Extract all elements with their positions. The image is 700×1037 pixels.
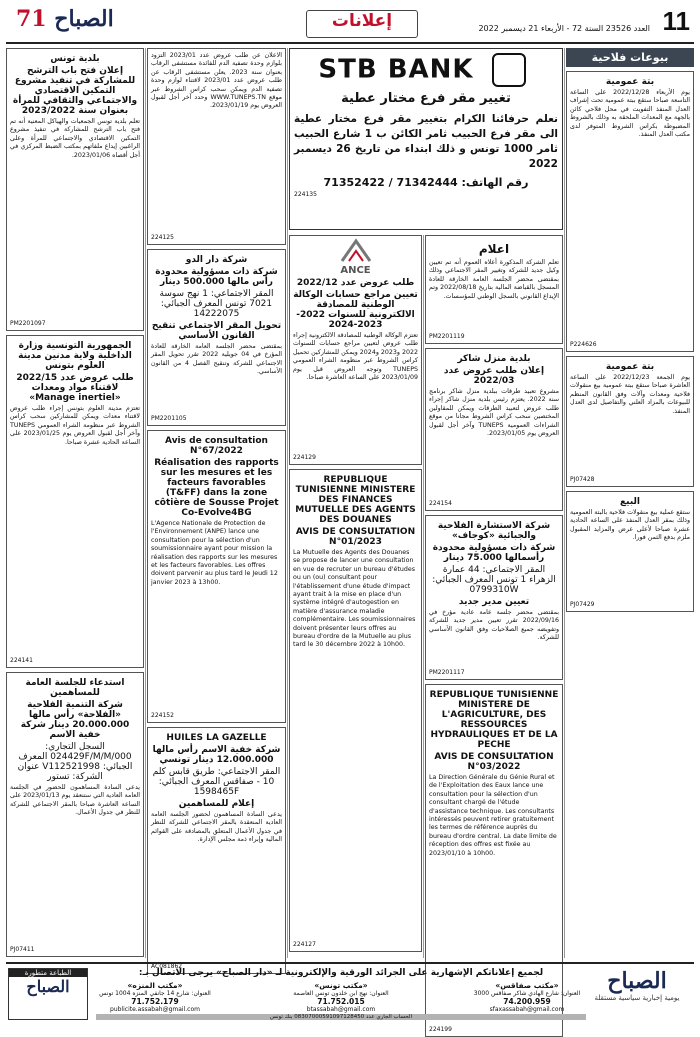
stb-brand-row <box>294 53 558 87</box>
ad-title: REPUBLIQUE TUNISIENNE MINISTERE DES FINANCES MUTUELLE DES AGENTS DES DOUANES <box>295 475 416 525</box>
ad-auction-3 <box>566 491 694 612</box>
ad-ance <box>289 235 422 465</box>
stb-phone-row <box>294 176 558 189</box>
ad-ref: PM2201117 <box>429 669 465 676</box>
ad-title: REPUBLIQUE TUNISIENNE MINISTERE DE L'AGRICULTURE, DES RESSOURCES HYDRAULIQUES ET DE LA PECHE <box>429 690 559 750</box>
ad-text: يدعى السادة المساهمون لحضور الجلسة العامة العادية المنعقدة بالمقر الاجتماعي للشركة للنظر في جدول الأعمال المتعلق بالمصادقة على القوائم المالية وإبراء ذمة مجلس الإدارة. <box>151 811 282 844</box>
footer-bank: الحساب الجاري عدد 08307000591097128450 بنك تونس <box>269 1014 413 1020</box>
issue-line: العدد 23526 السنة 72 - الأربعاء 21 ديسمبر 2022 <box>478 24 650 33</box>
ad-text: يدعى السادة المساهمون للحضور في الجلسة العامة العادية التي ستنعقد يوم 2023/01/13 على الساعة العاشرة صباحا بالمقر الاجتماعي للشركة للنظر في جدول الأعمال. <box>10 784 141 817</box>
masthead-word: الصباح <box>54 6 114 32</box>
office-phone[interactable]: 74.200.959 <box>503 997 551 1006</box>
ad-hospital-tender <box>147 48 286 245</box>
ad-heading: إعلان طلب عروض عدد 2022/03 <box>443 366 545 386</box>
ad-text: La Mutuelle des Agents des Douanes se propose de lancer une consultation en vue de recruter un bureau d'études ou un (ou) consultant pour l'établissement d'une étude d'impact ayant trait à la mise en place d'un système intégré d'autogestion en matière d'assurance maladie complémentaire. Les soumissionnaires doivent présenter leurs offres au bureau d'ordre de la Mutuelle au plus tard le 30 décembre 2022 à 10h00. <box>293 549 416 649</box>
office-email[interactable]: btassabah@gmail.com <box>306 1006 376 1013</box>
ad-auction-1 <box>566 71 694 352</box>
ad-ref: P224626 <box>570 341 597 348</box>
footer-logo-text: الصباح <box>607 968 667 994</box>
ad-text: La Direction Générale du Génie Rural et de l'Exploitation des Eaux lance une consultation pour la sélection d'un consultant chargé de l'étude d'assistance technique. Les consultants intéressés peuvent retirer gratuitement les termes de référence auprès du bureau d'ordre central. La date limite de réception des offres est fixée au 2023/01/10 à 10h00. <box>429 774 557 857</box>
ad-heading: طلب عروض عدد 2022/15 لاقتناء مواد ومعدات «Manage inertiel» <box>16 373 134 403</box>
office-tunis <box>282 982 400 1014</box>
ance-mark-icon <box>338 239 374 263</box>
office-phone[interactable]: 71.752.015 <box>317 997 365 1006</box>
ad-title: طلب عروض عدد 2022/12 <box>296 278 415 288</box>
ad-ref: PJ07428 <box>570 476 595 483</box>
ad-address: المقر الاجتماعي: 1 نهج سوسة 7021 تونس المعرف الجبائي: 14222075 <box>159 289 274 319</box>
office-menzah <box>96 982 214 1014</box>
footer-logo-right <box>582 968 692 1018</box>
ad-ref: PJ07411 <box>10 946 35 953</box>
ad-title: شركة دار الدو <box>185 255 248 265</box>
ad-text: ستقع عملية بيع منقولات فلاحية بالبتة العمومية وذلك بمقر العدل المنفذ على الساعة الحادية عشرة صباحا لأعلى عرض والمزايد المقبول ملزم بدفع الثمن فورا. <box>570 509 690 542</box>
ad-ref: 224199 <box>429 1026 452 1033</box>
ad-heading: شركة ذات مسؤولية محدودة رأس مالها 500.000 دينار <box>155 267 278 287</box>
page-header <box>6 4 694 44</box>
ad-aalam <box>425 235 563 344</box>
office-phone[interactable]: 71.752.179 <box>131 997 179 1006</box>
ad-subheading: تحويل المقر الاجتماعي تنقيح القانون الأساسي <box>151 321 282 341</box>
ad-address: السجل التجاري: 024429F/M/M/000 المعرف الجبائي: V112521998 عنوان الشركة: تستور <box>17 742 133 782</box>
stb-phone-label: رقم الهاتف: <box>461 176 529 189</box>
banner-agricultural-sales: بيوعات فلاحية <box>566 48 694 67</box>
footer-offices <box>96 982 586 1014</box>
ad-heading: AVIS DE CONSULTATION N°01/2023 <box>295 527 416 547</box>
ad-title: بلدية تونس <box>50 54 100 64</box>
ance-logo-text: ANCE <box>340 265 371 276</box>
ad-text: يوم الجمعة 2022/12/23 على الساعة العاشرة صباحا ستقع ببتة عمومية بيع منقولات فلاحية ومعدات وآلات وفق القانون المنظم للبيوعات بالمزاد العلني والتفاصيل لدى العدل المنفذ. <box>570 374 690 415</box>
office-name: «مكتب المنزه» <box>127 981 183 990</box>
ance-logo <box>293 239 418 276</box>
footer-logo-left-tag: الطباعة متطورة <box>9 969 87 977</box>
ad-anpe-consultation <box>147 430 286 723</box>
ad-text: مشروع تعبيد طرقات ببلدية منزل شاكر برنامج سنة 2022. يعتزم رئيس بلدية منزل شاكر إجراء طلب عروض لتعبيد الطرقات ويمكن للمقاولين المختصين سحب كراس الشروط مجانا من موقع الشراءات العمومية TUNEPS وآخر أجل لقبول العروض يوم 2023/01/05. <box>429 388 559 438</box>
footer-logo-left-text: الصباح <box>26 977 70 996</box>
ad-dar-eddou <box>147 249 286 426</box>
stb-bank-ad <box>289 48 563 230</box>
office-email[interactable]: publicite.assabah@gmail.com <box>110 1006 200 1013</box>
ad-tunis-municipality <box>6 48 144 331</box>
ad-title: استدعاء للجلسة العامة للمساهمين <box>25 678 125 698</box>
ad-ref: PM2201097 <box>10 320 46 327</box>
ad-ref: PM2201119 <box>429 333 465 340</box>
masthead-number: 71 <box>16 6 47 32</box>
ad-huiles-gazelle <box>147 727 286 974</box>
ad-ref: 224129 <box>293 454 316 461</box>
section-title: إعلانات <box>306 10 418 38</box>
ad-title: بتة عمومية <box>605 77 655 87</box>
ad-title: الجمهورية التونسية وزارة الداخلية ولاية مدنين مدينة العلوم بتونس <box>18 341 132 371</box>
ad-heading: Réalisation des rapports sur les mesures et les facteurs favorables (T&FF) dans la zone côtière de Sousse Projet Co-Evolve4BG <box>154 458 279 518</box>
ad-mutuelle-douanes <box>289 469 422 952</box>
ad-text: تعلم بلدية تونس الجمعيات والهياكل المعنية أنه تم فتح باب الترشح للمشاركة في تنفيذ مشروع التمكين الاقتصادي والاجتماعي للمرأة وعلى الراغبين إيداع ملفاتهم بمكتب الضبط المركزي في أجل أقصاه 2023/01/06. <box>10 118 140 159</box>
footer-bank-bar <box>96 1014 586 1020</box>
office-name: «مكتب صفاقس» <box>495 981 559 990</box>
ad-science-city-tender <box>6 335 144 668</box>
column-divider <box>564 48 565 958</box>
column-3 <box>289 235 422 958</box>
ad-text: بمقتضى محضر الجلسة العامة الخارقة للعادة المؤرخ في 04 جويلية 2022 تقرر تحويل المقر الاجتماعي للشركة وتنقيح الفصل 4 من القانون الأساسي. <box>151 343 282 376</box>
office-address: العنوان: شارع الهادي شاكر صفاقس 3000 <box>473 990 581 997</box>
ad-heading: تعيين مراجع حسابات الوكالة الوطنية للمصادقة الالكترونية للسنوات 2022-2023-2024 <box>293 290 418 330</box>
page-number: 11 <box>662 6 690 36</box>
column-agricultural-sales <box>566 48 694 958</box>
office-name: «مكتب تونس» <box>314 981 368 990</box>
ad-text: يوم الأربعاء 2022/12/28 على الساعة التاسعة صباحا ستقع ببتة عمومية تحت إشراف العدل المنفذ التفويت في محل فلاحي كائن بالجهة مع المعدات الملحقة به وذلك بالشروط المضبوطة بكراس الشروط المتوفر لدى مكتب العدل المنفذ. <box>570 89 690 139</box>
column-4 <box>147 48 286 970</box>
ad-ref: 224127 <box>293 941 316 948</box>
ad-auction-2 <box>566 356 694 487</box>
ad-text: تعلم الشركة المذكورة أعلاه العموم أنه تم تعيين وكيل جديد للشركة وتغيير المقر الاجتماعي وذلك بمقتضى محضر الجلسة العامة الخارقة للعادة المسجل بالقباضة المالية بتاريخ 2022/08/18 وتم الإيداع القانوني بالسجل الوطني للمؤسسات. <box>429 259 559 300</box>
office-sfax <box>468 982 586 1014</box>
ad-title: Avis de consultation N°67/2022 <box>165 436 268 456</box>
stb-phone: 71342444 / 71352422 <box>323 176 458 189</box>
office-address: العنوان: شارع 14 جانفي المنزه 1004 تونس <box>99 990 211 997</box>
ad-title: اعلام <box>478 242 510 256</box>
footer-slogan: لجميع إعلاناتكم الإشهارية على الجرائد الورقية والإلكترونية لـ «دار الصباح» يرجى الاتصال بـ: <box>138 968 544 978</box>
stb-body: نعلم حرفائنا الكرام بتغيير مقر فرع مختار عطية الى مقر فرع الحبيب ثامر الكائن ب 1 شارع الحبيب ثامر 1000 تونس و ذلك ابتداء من تاريخ 26 ديسمبر 2022 <box>294 113 558 170</box>
ad-text: L'Agence Nationale de Protection de l'Environnement (ANPE) lance une consultation pour la sélection d'un soumissionnaire ayant pour mission la réalisation des rapports sur les mesures et les facteurs favorables. Les offres doivent parvenir au plus tard le Jeudi 12 janvier 2023 à 13h00. <box>151 520 278 586</box>
ad-title: بلدية منزل شاكر <box>457 354 531 364</box>
ad-title: HUILES LA GAZELLE <box>166 733 267 743</box>
column-divider <box>423 235 424 958</box>
ad-text: تعتزم مدينة العلوم بتونس إجراء طلب عروض لاقتناء معدات ويمكن للمشاركين سحب كراس الشروط عبر منظومة الشراء العمومي TUNEPS وآخر أجل لقبول العروض يوم 2023/01/25 على الساعة الحادية عشرة صباحا. <box>10 405 140 446</box>
stb-brand: STB BANK <box>318 54 474 85</box>
ad-ref: PM2201105 <box>151 415 187 422</box>
ad-address: المقر الاجتماعي: طريق قابس كلم 10 - صفاقس المعرف الجبائي: 1598465F <box>152 767 281 797</box>
page-footer <box>6 962 694 1022</box>
ad-text: بمقتضى محضر جلسة عامة عادية مؤرخ في 2022/09/16 تقرر تعيين مدير جديد للشركة وتفويضه جميع الصلاحيات وفق القانون الأساسي للشركة. <box>429 609 559 642</box>
ad-cojaf-company <box>425 515 563 680</box>
office-email[interactable]: sfaxassabah@gmail.com <box>489 1006 565 1013</box>
column-divider <box>145 48 146 958</box>
ad-subheading: تعيين مدير جديد <box>458 597 530 607</box>
ad-heading: شركة ذات مسؤولية محدودة رأسمالها 75.000 دينار <box>432 543 556 563</box>
office-address: العنوان: نهج ابن خلدون تونس العاصمة <box>293 990 389 997</box>
ad-subheading: إعلام للمساهمين <box>178 799 255 809</box>
ad-ref: 224141 <box>10 657 33 664</box>
ad-heading: شركة خفية الاسم رأس مالها 12.000.000 دينار تونسي <box>152 745 281 765</box>
ad-address: المقر الاجتماعي: 44 عمارة الزهراء 1 تونس المعرف الجبائي: 0799310W <box>432 565 556 595</box>
ad-heading: شركة التنمية الفلاحية «الفلاحة» رأس مالها 20.000.000 دينار شركة خفية الاسم <box>20 700 130 740</box>
masthead-logo <box>16 6 114 32</box>
ad-title: البيع <box>620 497 640 507</box>
ad-title: بتة عمومية <box>605 362 655 372</box>
column-divider <box>287 48 288 958</box>
ad-municipality-tender <box>425 348 563 511</box>
ad-ref: 224152 <box>151 712 174 719</box>
ad-shareholders-invite <box>6 672 144 957</box>
ad-heading: AVIS DE CONSULTATION N°03/2022 <box>434 752 554 772</box>
column-5 <box>6 48 144 958</box>
ad-text: الاعلان عن طلب عروض عدد 2023/01 التزود بلوازم وحدة تصفية الدم للفائدة مستشفى الرقاب بعنوان سنة 2023. يعلن مستشفى الرقاب عن طلب عروض عدد 2023/01 لاقتناء لوازم وحدة تصفية الدم ويمكن سحب كراس الشروط عبر موقع WWW.TUNEPS.TN وحدد آخر أجل لقبول العروض يوم 2023/01/19. <box>151 52 282 110</box>
ad-text: تعتزم الوكالة الوطنية للمصادقة الالكترونية إجراء طلب عروض لتعيين مراجع حسابات للسنوات 2022 و2023 و2024 ويمكن للمشاركين تحميل كراس الشروط عبر منظومة الشراء العمومي TUNEPS وتوجه العروض قبل يوم 2023/01/09 على الساعة العاشرة صباحا. <box>293 332 419 382</box>
ad-ref: PJ07429 <box>570 601 595 608</box>
ad-title: شركة الاستشارة الفلاحية والجبائية «كوجاف» <box>437 521 551 541</box>
ad-ref: 224125 <box>151 234 174 241</box>
footer-logo-left <box>8 968 88 1020</box>
footer-logo-tagline: يومية إخبارية سياسية مستقلة <box>594 994 680 1002</box>
ad-heading: إعلان فتح باب الترشح للمشاركة في تنفيذ مشروع التمكين الاقتصادي والاجتماعي والثقافي للمرأة بعنوان سنة 2023/2022 <box>12 66 138 116</box>
stb-headline: تغيير مقر فرع مختار عطية <box>341 91 511 106</box>
stb-emblem-icon <box>492 53 526 87</box>
stb-ref: 224135 <box>294 191 317 198</box>
ad-ref: AC081862 <box>151 963 183 970</box>
ad-ref: 224154 <box>429 500 452 507</box>
